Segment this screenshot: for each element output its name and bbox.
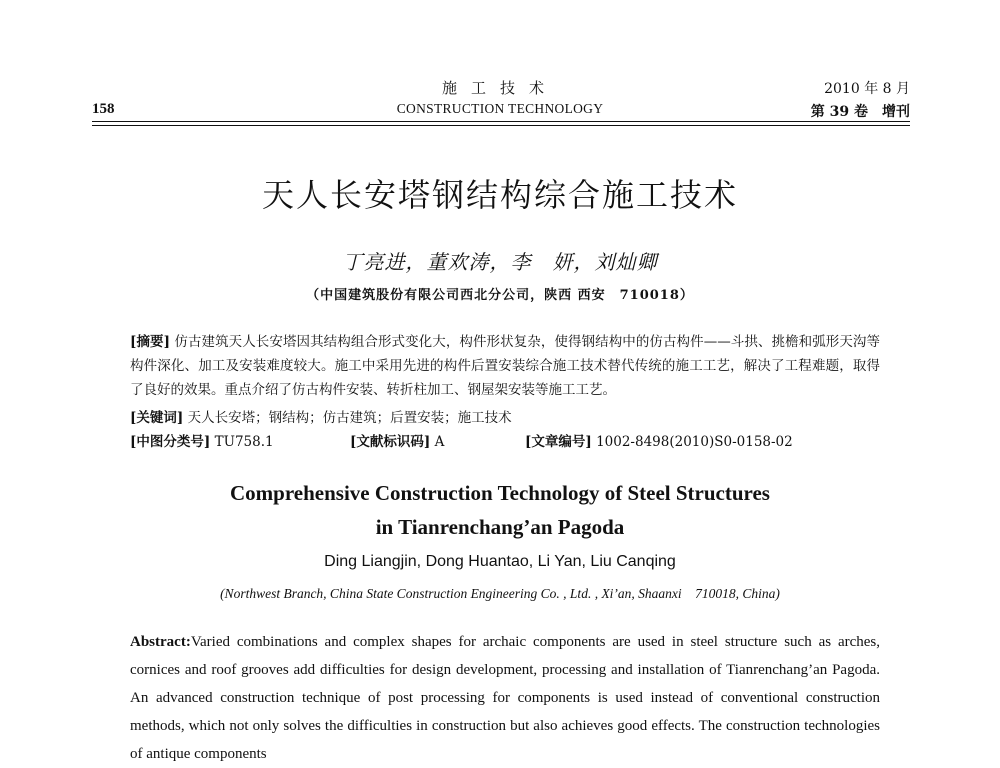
abstract-cn-label: [摘要] <box>130 334 170 350</box>
keywords-label: [关键词] <box>130 410 184 426</box>
abstract-en-label: Abstract: <box>130 634 191 650</box>
journal-name-en: CONSTRUCTION TECHNOLOGY <box>396 101 604 116</box>
authors-cn: 丁亮进，董欢涛，李 妍，刘灿卿 <box>342 250 658 274</box>
header-rule-thick <box>92 121 910 122</box>
doc-code-field <box>350 430 444 454</box>
title-en <box>0 476 1000 544</box>
keywords-cn <box>130 406 880 430</box>
journal-name-cn: 施工技术 <box>441 79 558 97</box>
affiliation-cn: （中国建筑股份有限公司西北分公司，陕西 西安 710018） <box>306 288 694 303</box>
header-rule-thin <box>92 125 910 126</box>
authors-en: Ding Liangjin, Dong Huantao, Li Yan, Liu Canqing <box>324 553 676 570</box>
doc-code-value: A <box>434 434 445 450</box>
abstract-cn <box>130 330 880 402</box>
abstract-en <box>130 628 880 768</box>
article-id-field <box>525 430 793 454</box>
title-en-line2: in Tianrenchang’an Pagoda <box>375 515 625 539</box>
title-cn: 天人长安塔钢结构综合施工技术 <box>261 176 738 214</box>
affiliation-en: (Northwest Branch, China State Construction Engineering Co. , Ltd. , Xi’an, Shaanxi 710018, China) <box>220 586 780 601</box>
title-en-line1: Comprehensive Construction Technology of Steel Structures <box>230 481 770 505</box>
volume-info: 第 39 卷 增刊 <box>810 104 910 120</box>
issue-date: 2010 年 8 月 <box>824 81 910 97</box>
article-id-value: 1002-8498(2010)S0-0158-02 <box>596 434 793 450</box>
clc-field <box>130 430 274 454</box>
page-number: 158 <box>92 101 115 117</box>
keywords-text: 天人长安塔；钢结构；仿古建筑；后置安装；施工技术 <box>187 410 512 426</box>
doc-code-label: [文献标识码] <box>350 434 431 450</box>
article-id-label: [文章编号] <box>525 434 592 450</box>
abstract-en-text: Varied combinations and complex shapes for archaic components are used in steel structure such as arches, cornices and roof grooves add difficulties for design development, processing and installation of Tianrenchang’an Pagoda. An advanced construction technique of post processing for components is used instead of conventional construction methods, which not only solves the difficulties in construction but also achieves good effects. The construction technologies of antique components <box>130 634 880 762</box>
clc-value: TU758.1 <box>214 434 274 450</box>
clc-label: [中图分类号] <box>130 434 211 450</box>
abstract-cn-text: 仿古建筑天人长安塔因其结构组合形式变化大，构件形状复杂，使得钢结构中的仿古构件——斗拱、挑檐和弧形天沟等构件深化、加工及安装难度较大。施工中采用先进的构件后置安装综合施工技术替代传统的施工工艺，解决了工程难题，取得了良好的效果。重点介绍了仿古构件安装、转折柱加工、钢屋架安装等施工工艺。 <box>130 334 881 398</box>
